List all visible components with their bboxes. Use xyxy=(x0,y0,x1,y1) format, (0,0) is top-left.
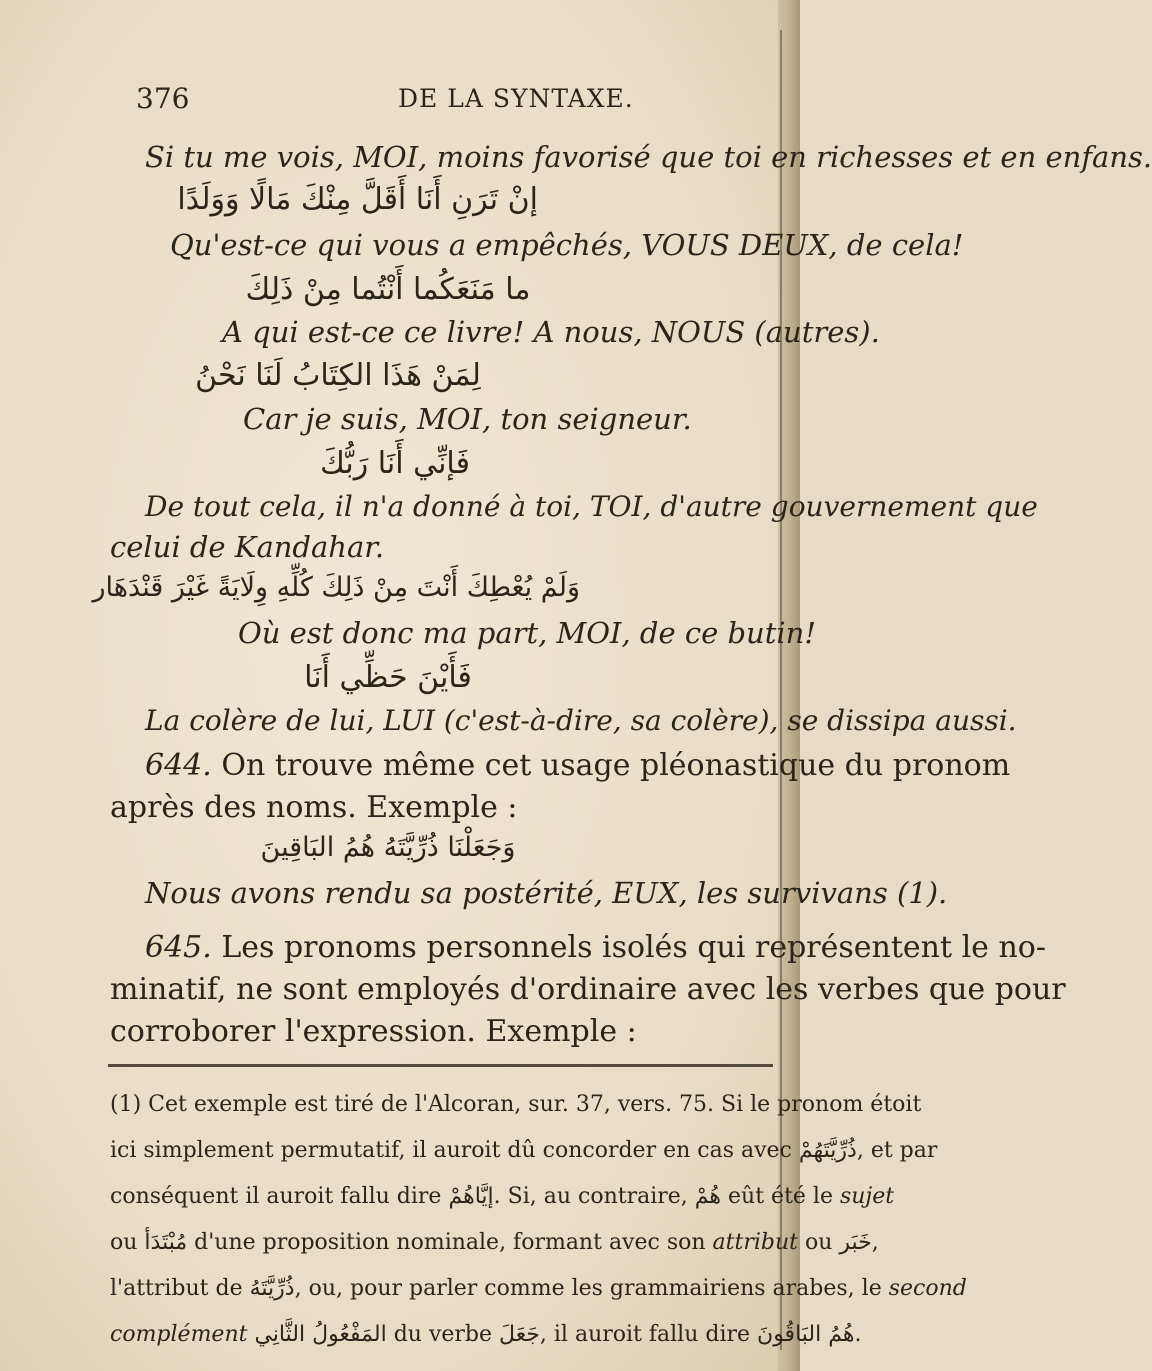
footnote-arabic-word: هُمُ البَاقُونَ xyxy=(757,1322,855,1347)
footnote-line xyxy=(110,1276,967,1301)
footnote-italic-term: complément xyxy=(110,1322,248,1347)
footnote-text: ici simplement permutatif, il auroit dû concorder en cas avec xyxy=(110,1138,799,1163)
footnote-italic-term: attribut xyxy=(712,1230,798,1255)
footnote-line xyxy=(110,1138,937,1163)
page-header xyxy=(136,82,766,122)
footnote-arabic-word: خَبَر xyxy=(839,1230,872,1255)
paragraph-645-text: Les pronoms personnels isolés qui représentent le no- xyxy=(221,930,1046,965)
footnote-line xyxy=(110,1092,921,1117)
line-french-1: Si tu me vois, MOI, moins favorisé que toi en richesses et en enfans. xyxy=(145,140,1152,174)
paragraph-644-line-2: après des noms. Exemple : xyxy=(110,790,518,825)
footnote-text: , xyxy=(871,1230,879,1255)
paragraph-number-645: 645. xyxy=(145,930,212,965)
footnote-arabic-word: ذُرِّيَّتَهُمْ xyxy=(798,1138,857,1163)
paragraph-number-644: 644. xyxy=(145,748,212,783)
line-french-3: A qui est-ce ce livre! A nous, NOUS (autres). xyxy=(222,315,880,349)
footnote-arabic-word: إيَّاهُمْ xyxy=(448,1184,494,1209)
footnote-text: d'une proposition nominale, formant avec son xyxy=(187,1230,713,1255)
footnote-italic-term: sujet xyxy=(839,1184,895,1209)
line-french-9: Nous avons rendu sa postérité, EUX, les survivans (1). xyxy=(145,876,948,910)
running-head: DE LA SYNTAXE. xyxy=(398,84,634,113)
line-french-5: De tout cela, il n'a donné à toi, TOI, d'autre gouvernement que xyxy=(145,490,1038,523)
line-french-4: Car je suis, MOI, ton seigneur. xyxy=(243,402,692,436)
footnote-line xyxy=(110,1322,861,1347)
line-arabic-4: فَإنِّي أَنَا رَبُّكَ xyxy=(320,446,470,481)
footnote-italic-term: second xyxy=(888,1276,967,1301)
footnote-arabic-word: هُمْ xyxy=(694,1184,722,1209)
footnote-text: du verbe xyxy=(386,1322,500,1347)
footnote-arabic-word: مُبْتَدَأ xyxy=(144,1230,188,1255)
line-arabic-7: وَجَعَلْنَا ذُرِّيَّتَهُ هُمُ البَاقِينَ xyxy=(260,832,516,863)
footnote-text: eût été le xyxy=(721,1184,840,1209)
footnote-line xyxy=(110,1184,894,1209)
line-french-2: Qu'est-ce qui vous a empêchés, VOUS DEUX, de cela! xyxy=(170,228,964,262)
footnote-text: , il auroit fallu dire xyxy=(539,1322,758,1347)
footnote-text: . xyxy=(854,1322,862,1347)
line-arabic-5: وَلَمْ يُعْطِكَ أَنْتَ مِنْ ذَلِكَ كُلِّهِ وِلَايَةً غَيْرَ قَنْدَهَار xyxy=(92,572,580,603)
paragraph-645-line-2: minatif, ne sont employés d'ordinaire avec les verbes que pour xyxy=(110,972,1066,1007)
footnote-line xyxy=(110,1230,879,1255)
footnote-arabic-word: المَفْعُولُ الثَّانِي xyxy=(254,1322,387,1347)
footnote-text: conséquent il auroit fallu dire xyxy=(110,1184,449,1209)
footnote-text: (1) Cet exemple est tiré de l'Alcoran, sur. 37, vers. 75. Si le pronom étoit xyxy=(110,1092,922,1117)
page-number: 376 xyxy=(136,82,190,115)
footnote-text: . Si, au contraire, xyxy=(493,1184,695,1209)
line-arabic-6: فَأَيْنَ حَظِّي أَنَا xyxy=(304,660,472,695)
footnote-text: l'attribut de xyxy=(110,1276,250,1301)
footnote-text: , et par xyxy=(856,1138,938,1163)
line-french-8: La colère de lui, LUI (c'est-à-dire, sa colère), se dissipa aussi. xyxy=(145,704,1017,737)
paragraph-644-text: On trouve même cet usage pléonastique du pronom xyxy=(221,748,1011,783)
paragraph-645-line-3: corroborer l'expression. Exemple : xyxy=(110,1014,637,1049)
line-french-6: celui de Kandahar. xyxy=(110,530,385,564)
footnote-rule xyxy=(108,1064,773,1067)
line-arabic-2: ما مَنَعَكُما أَنْتُما مِنْ ذَلِكَ xyxy=(245,272,531,307)
footnote-text: ou xyxy=(110,1230,145,1255)
footnote-text: ou xyxy=(797,1230,840,1255)
paragraph-644-line-1 xyxy=(145,748,1010,783)
footnote-arabic-word: ذُرِّيَّتَهُ xyxy=(249,1276,295,1301)
footnote-arabic-word: جَعَلَ xyxy=(499,1322,540,1347)
footnote-text: , ou, pour parler comme les grammairiens arabes, le xyxy=(294,1276,889,1301)
paragraph-645-line-1 xyxy=(145,930,1046,965)
line-french-7: Où est donc ma part, MOI, de ce butin! xyxy=(238,616,816,650)
line-arabic-3: لِمَنْ هَذَا الكِتَابُ لَنَا نَحْنُ xyxy=(195,358,481,393)
line-arabic-1: إنْ تَرَنِ أَنَا أَقَلَّ مِنْكَ مَالًا وَوَلَدًا xyxy=(177,182,538,217)
